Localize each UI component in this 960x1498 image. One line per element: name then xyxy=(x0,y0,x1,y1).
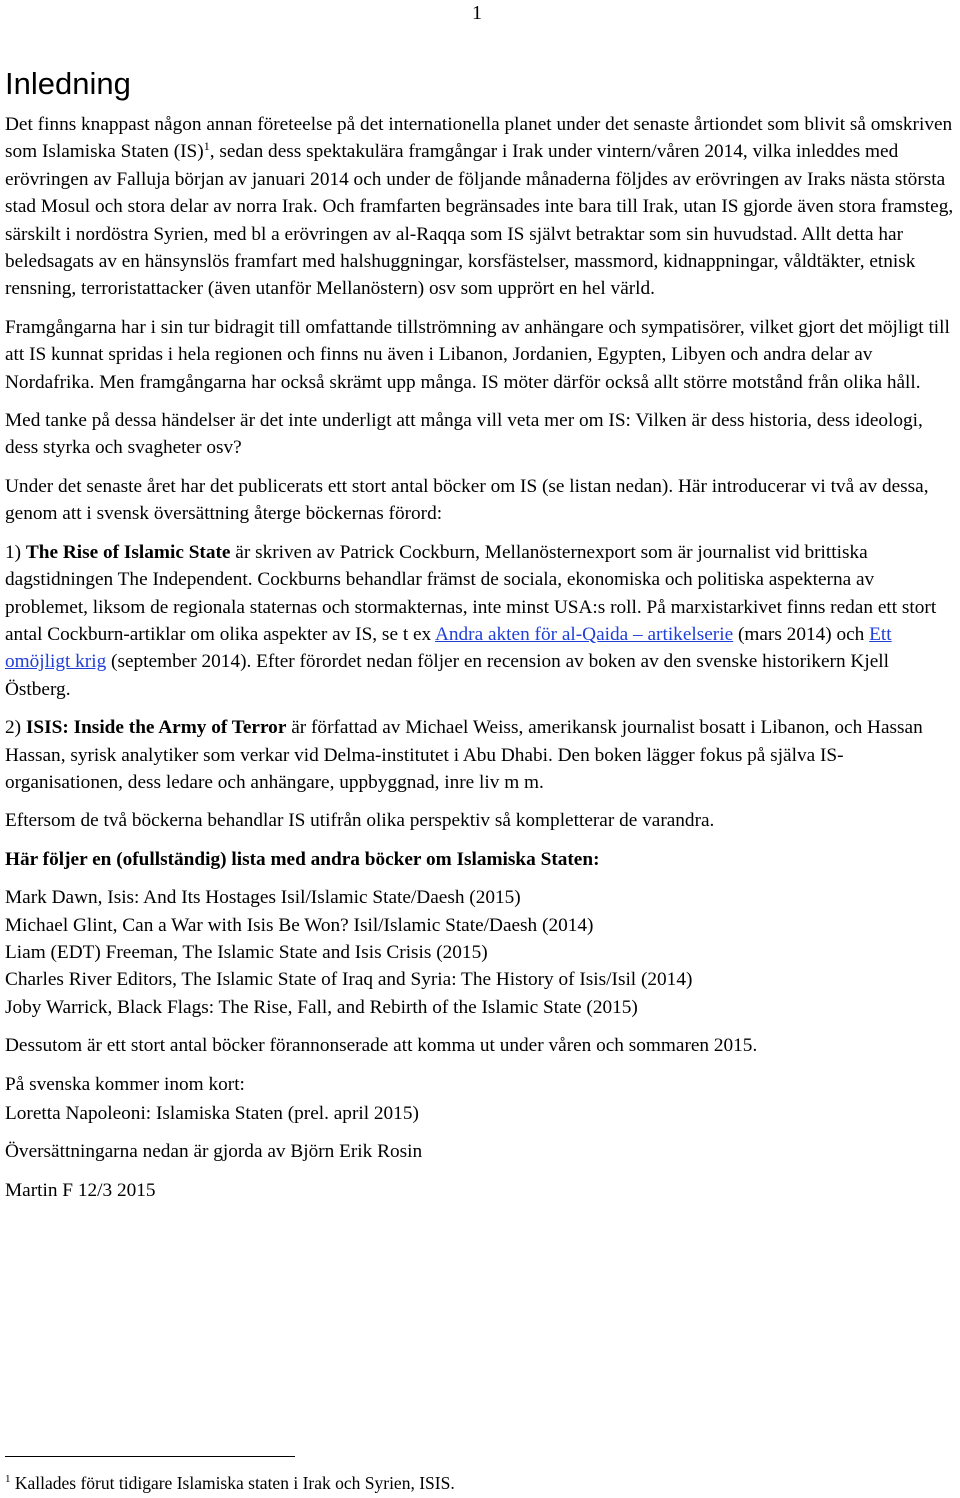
link-andra-akten[interactable]: Andra akten för al-Qaida – artikelserie xyxy=(434,623,734,645)
paragraph-signature: Martin F 12/3 2015 xyxy=(5,1179,156,1201)
book-two-text: är författad av Michael Weiss, amerikansk journalist bosatt i Libanon, och Hassan Hassan, syrisk analytiker som verkar vid Delma-institutet i Abu Dhabi. Den boken lägger fokus på själva IS-organisationen, dess ledare och anhängare, uppbyggnad, inre liv m m. xyxy=(5,717,923,793)
paragraph-questions: Med tanke på dessa händelser är det inte underligt att många vill veta mer om IS: Vilken är dess historia, dess ideologi, dess styrka och svagheter osv? xyxy=(5,410,923,459)
paragraph-book-one xyxy=(5,539,958,703)
footnote-divider xyxy=(5,1456,295,1457)
footnote-text: Kallades förut tidigare Islamiska staten i Irak och Syrien, ISIS. xyxy=(14,1473,455,1493)
paragraph-book-two xyxy=(5,714,958,796)
paragraph-intro-text-b: , sedan dess spektakulära framgångar i Irak under vintern/våren 2014, vilka inleddes med erövringen av Falluja början av januari 2014 och under de följande månaderna följdes av erövringen av Iraks nästa största stad Mosul och stora delar av norra Irak. Och framfarten begränsades inte bara till Irak, utan IS gjorde även stora framsteg, särskilt i nordöstra Syrien, med bl a erövringen av al-Raqqa som IS självt betraktar som sin huvudstad. Allt detta har beledsagats av en hänsynslös framfart med halshuggningar, korsfästelser, massmord, kidnappningar, våldtäkter, etnisk rensning, terroristattacker (även utanför Mellanöstern) osv som upprört en hel värld. xyxy=(5,141,954,300)
list-item: Mark Dawn, Isis: And Its Hostages Isil/Islamic State/Daesh (2015) xyxy=(5,887,521,909)
book-two-number: 2) xyxy=(5,717,26,739)
paragraph-success: Framgångarna har i sin tur bidragit till omfattande tillströmning av anhängare och sympatisörer, vilket gjort det möjligt till att IS kunnat spridas i hela regionen och finns nu även i Libanon, Jordanien, Egypten, Libyen och andra delar av Nordafrika. Men framgångarna har också skrämt upp många. IS möter därför också allt större motstånd från olika håll. xyxy=(5,316,950,393)
book-one-text-b: (mars 2014) och xyxy=(733,623,870,645)
list-item: Charles River Editors, The Islamic State of Iraq and Syria: The History of Isis/Isil (2014) xyxy=(5,969,693,991)
footnote-marker: 1 xyxy=(5,1473,11,1485)
link-ett-omojligt-krig[interactable]: Ett omöjligt krig xyxy=(5,623,892,673)
list-item: Michael Glint, Can a War with Isis Be Won? Isil/Islamic State/Daesh (2014) xyxy=(5,914,594,936)
paragraph-swedish-book: Loretta Napoleoni: Islamiska Staten (prel. april 2015) xyxy=(5,1103,419,1124)
page-number: 1 xyxy=(472,2,482,24)
book-list-heading-text: Här följer en (ofullständig) lista med andra böcker om Islamiska Staten: xyxy=(5,848,600,870)
book-one-number: 1) xyxy=(5,541,26,563)
paragraph-translator: Översättningarna nedan är gjorda av Björn Erik Rosin xyxy=(5,1141,423,1163)
list-item: Joby Warrick, Black Flags: The Rise, Fall, and Rebirth of the Islamic State (2015) xyxy=(5,996,638,1018)
book-list-heading xyxy=(5,846,958,873)
paragraph-complement: Eftersom de två böckerna behandlar IS utifrån olika perspektiv så kompletterar de varandra. xyxy=(5,810,715,832)
paragraph-swedish-intro: På svenska kommer inom kort: xyxy=(5,1073,245,1095)
paragraph-intro xyxy=(5,111,958,303)
list-item: Liam (EDT) Freeman, The Islamic State and Isis Crisis (2015) xyxy=(5,941,488,963)
book-list xyxy=(5,884,958,1021)
book-one-title: The Rise of Islamic State xyxy=(25,541,231,563)
paragraph-intro-text-a: Det finns knappast någon annan företeelse på det internationella planet under det senaste årtiondet som blivit så omskriven som Islamiska Staten (IS) xyxy=(5,114,953,163)
footnote-reference[interactable]: 1 xyxy=(203,139,210,154)
book-one-text-a: är skriven av Patrick Cockburn, Mellanösternexport som är journalist vid brittiska dagstidningen The Independent. Cockburns behandlar främst de sociala, ekonomiska och politiska aspekterna av problemet, liksom de regionala staternas och stormakternas, inte minst USA:s roll. På marxistarkivet finns redan ett stort antal Cockburn-artiklar om olika aspekter av IS, se t ex xyxy=(5,541,937,645)
book-two-title: ISIS: Inside the Army of Terror xyxy=(25,717,287,739)
paragraph-upcoming: Dessutom är ett stort antal böcker förannonserade att komma ut under våren och sommaren 2015. xyxy=(5,1035,758,1057)
book-one-text-c: (september 2014). Efter förordet nedan följer en recension av boken av den svenske historikern Kjell Östberg. xyxy=(5,651,889,700)
body-text xyxy=(5,111,958,1215)
paragraph-books-intro: Under det senaste året har det publicerats ett stort antal böcker om IS (se listan nedan). Här introducerar vi två av dessa, genom att i svensk översättning återge böckernas förord: xyxy=(5,475,929,525)
footnote xyxy=(5,1473,455,1494)
section-heading: Inledning xyxy=(5,66,131,101)
